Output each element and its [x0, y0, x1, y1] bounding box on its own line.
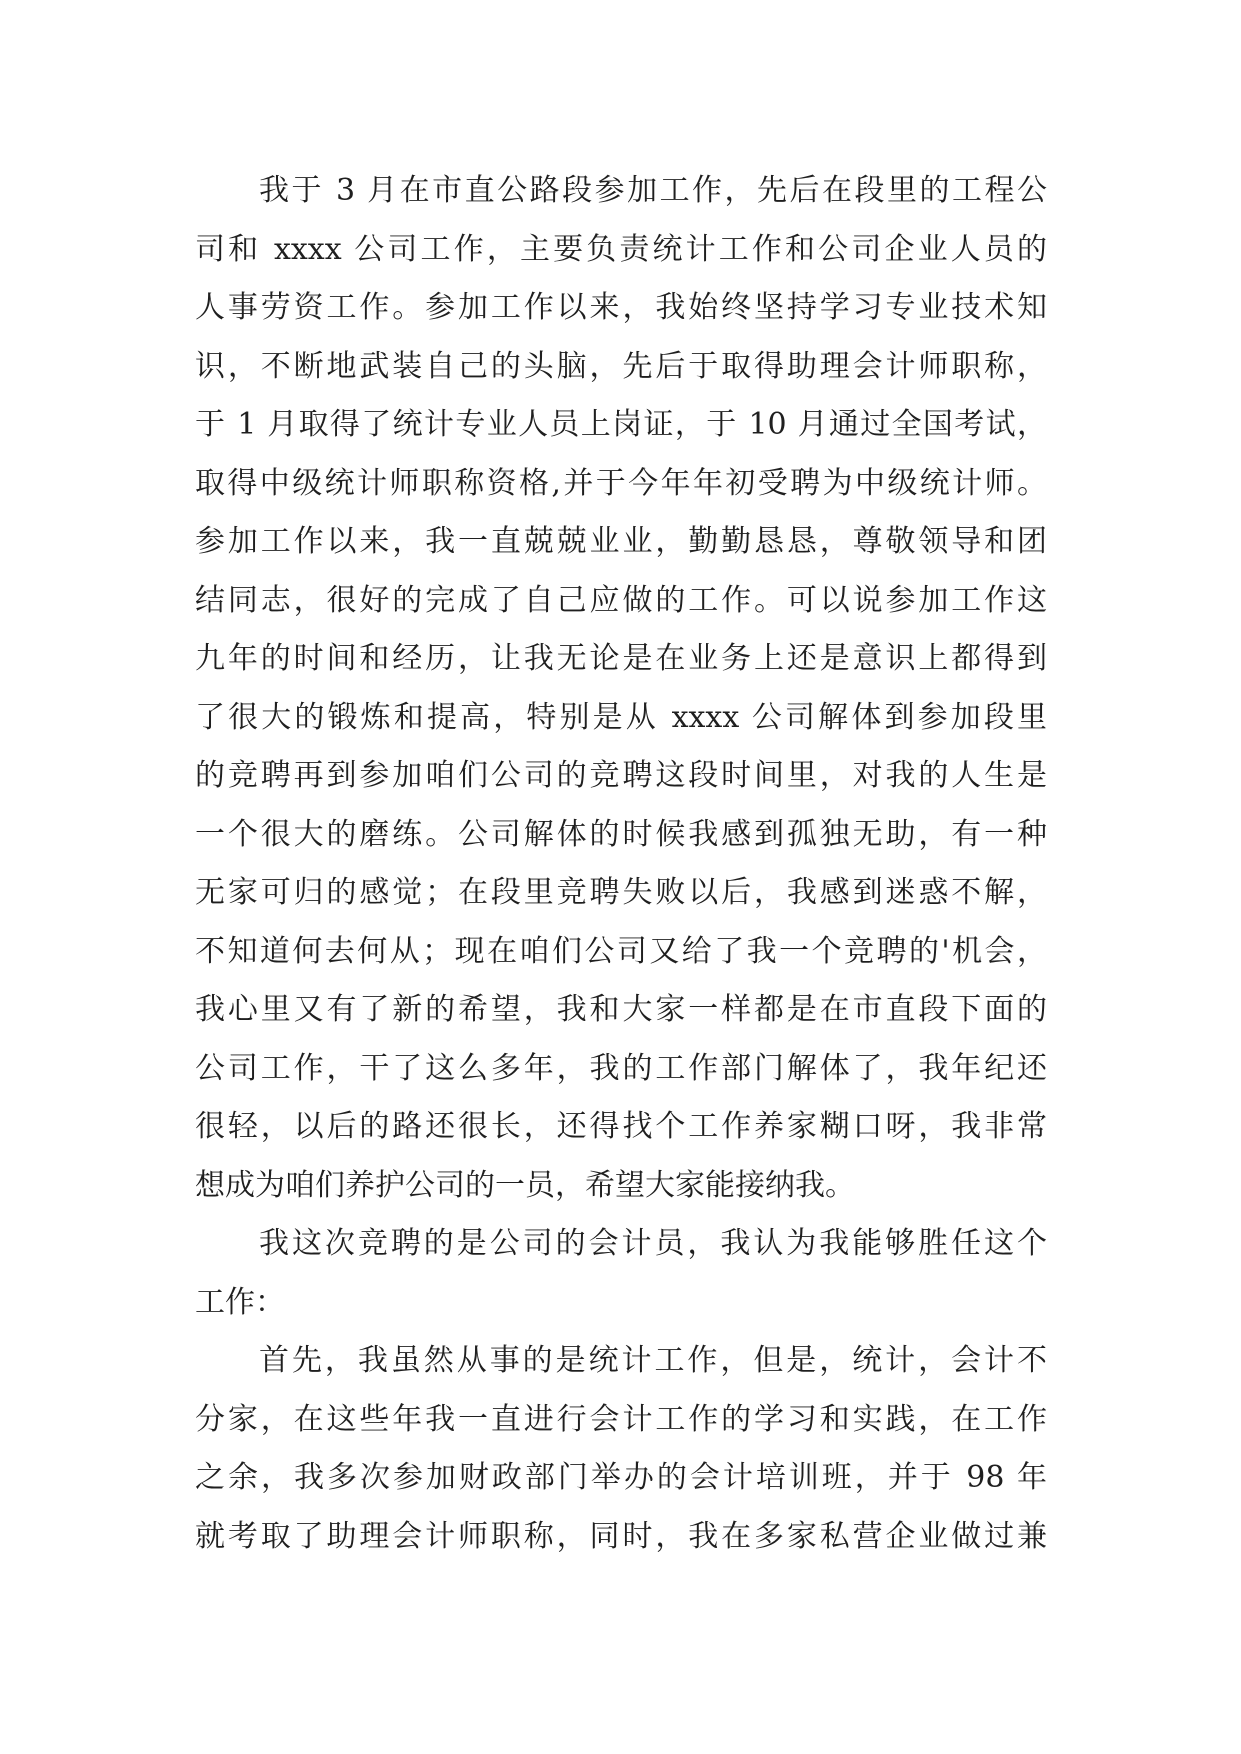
text-line: 很轻，以后的路还很长，还得找个工作养家糊口呀，我非常 — [195, 1109, 1047, 1144]
text-line: 不知道何去何从；现在咱们公司又给了我一个竞聘的'机会， — [195, 933, 1047, 969]
text-line: 我心里又有了新的希望，我和大家一样都是在市直段下面的 — [195, 992, 1047, 1027]
text-line: 于 1 月取得了统计专业人员上岗证，于 10 月通过全国考试， — [195, 407, 1047, 442]
text-line: 分家，在这些年我一直进行会计工作的学习和实践，在工作 — [195, 1401, 1047, 1437]
text-line: 识，不断地武装自己的头脑，先后于取得助理会计师职称， — [195, 348, 1047, 384]
text-line: 想成为咱们养护公司的一员，希望大家能接纳我。 — [195, 1167, 855, 1203]
text-line: 首先，我虽然从事的是统计工作，但是，统计，会计不 — [259, 1343, 1047, 1378]
text-line: 结同志，很好的完成了自己应做的工作。可以说参加工作这 — [195, 582, 1047, 618]
text-line: 之余，我多次参加财政部门举办的会计培训班，并于 98 年 — [195, 1460, 1047, 1495]
text-line: 我这次竞聘的是公司的会计员，我认为我能够胜任这个 — [259, 1226, 1047, 1261]
text-line: 司和 xxxx 公司工作，主要负责统计工作和公司企业人员的 — [195, 231, 1047, 267]
text-line: 了很大的锻炼和提高，特别是从 xxxx 公司解体到参加段里 — [195, 699, 1047, 735]
text-line: 工作： — [195, 1284, 285, 1320]
text-line: 就考取了助理会计师职称，同时，我在多家私营企业做过兼 — [195, 1518, 1047, 1554]
text-line: 我于 3 月在市直公路段参加工作，先后在段里的工程公 — [259, 173, 1047, 208]
text-line: 九年的时间和经历，让我无论是在业务上还是意识上都得到 — [195, 641, 1047, 676]
body-text — [195, 162, 1047, 1566]
text-line: 的竞聘再到参加咱们公司的竞聘这段时间里，对我的人生是 — [195, 758, 1047, 793]
text-line: 参加工作以来，我一直兢兢业业，勤勤恳恳，尊敬领导和团 — [195, 524, 1047, 559]
text-line: 无家可归的感觉；在段里竞聘失败以后，我感到迷惑不解， — [195, 875, 1047, 910]
text-line: 人事劳资工作。参加工作以来，我始终坚持学习专业技术知 — [195, 290, 1047, 325]
text-line: 公司工作，干了这么多年，我的工作部门解体了，我年纪还 — [195, 1050, 1047, 1086]
text-line: 一个很大的磨练。公司解体的时候我感到孤独无助，有一种 — [195, 816, 1047, 852]
text-line: 取得中级统计师职称资格,并于今年年初受聘为中级统计师。 — [195, 465, 1047, 501]
